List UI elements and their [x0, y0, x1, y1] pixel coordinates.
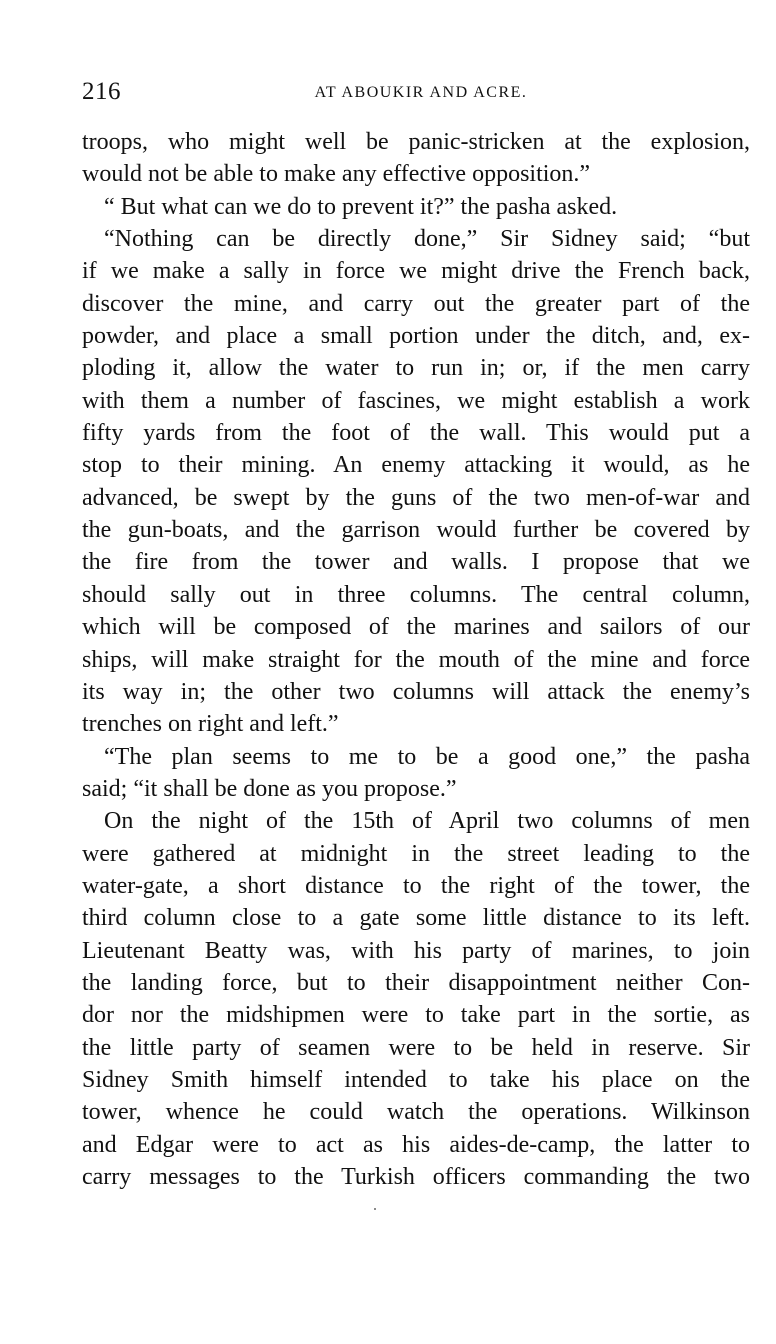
text-line: third column close to a gate some little distance to its left. [82, 905, 750, 932]
text-line: Lieutenant Beatty was, with his party of marines, to join [82, 937, 750, 964]
text-line: if we make a sally in force we might drive the French back, [82, 258, 750, 285]
text-line: carry messages to the Turkish officers commanding the two [82, 1164, 750, 1190]
text-line: would not be able to make any effective opposition.” [82, 161, 591, 188]
text-line: which will be composed of the marines and sailors of our [82, 614, 750, 641]
text-line: the gun-boats, and the garrison would further be covered by [82, 517, 750, 544]
text-line: said; “it shall be done as you propose.” [82, 775, 457, 802]
text-line: ploding it, allow the water to run in; or, if the men carry [82, 355, 750, 382]
text-line: water-gate, a short distance to the right of the tower, the [82, 872, 750, 899]
text-line: the fire from the tower and walls. I propose that we [82, 549, 750, 576]
text-line: Sidney Smith himself intended to take his place on the [82, 1066, 750, 1093]
text-line: On the night of the 15th of April two columns of men [104, 808, 750, 835]
text-line: stop to their mining. An enemy attacking it would, as he [82, 452, 750, 479]
text-line: should sally out in three columns. The central column, [82, 581, 750, 608]
text-line: powder, and place a small portion under the ditch, and, ex- [82, 323, 750, 350]
text-line: trenches on right and left.” [82, 711, 339, 738]
text-line: “Nothing can be directly done,” Sir Sidney said; “but [104, 226, 750, 253]
text-line: troops, who might well be panic-stricken at the explosion, [82, 129, 750, 155]
text-line: the landing force, but to their disappointment neither Con- [82, 969, 750, 996]
text-line: tower, whence he could watch the operations. Wilkinson [82, 1099, 750, 1126]
text-line: fifty yards from the foot of the wall. This would put a [82, 420, 750, 447]
running-head [82, 78, 750, 112]
page-number: 216 [82, 78, 121, 105]
text-line: discover the mine, and carry out the greater part of the [82, 290, 750, 317]
text-line: with them a number of fascines, we might establish a work [82, 387, 750, 414]
text-line: its way in; the other two columns will attack the enemy’s [82, 678, 750, 705]
text-line: ships, will make straight for the mouth of the mine and force [82, 646, 750, 673]
text-line: advanced, be swept by the guns of the two men-of-war and [82, 484, 750, 511]
text-line: were gathered at midnight in the street leading to the [82, 840, 750, 867]
running-title: AT ABOUKIR AND ACRE. [314, 84, 528, 101]
text-line: the little party of seamen were to be held in reserve. Sir [82, 1034, 750, 1061]
text-line: “ But what can we do to prevent it?” the pasha asked. [104, 193, 618, 220]
text-line: dor nor the midshipmen were to take part in the sortie, as [82, 1002, 750, 1029]
text-line: “The plan seems to me to be a good one,” the pasha [104, 743, 750, 770]
scan-speck [374, 1208, 376, 1210]
text-line: and Edgar were to act as his aides-de-camp, the latter to [82, 1131, 750, 1158]
body-text [82, 126, 750, 1193]
